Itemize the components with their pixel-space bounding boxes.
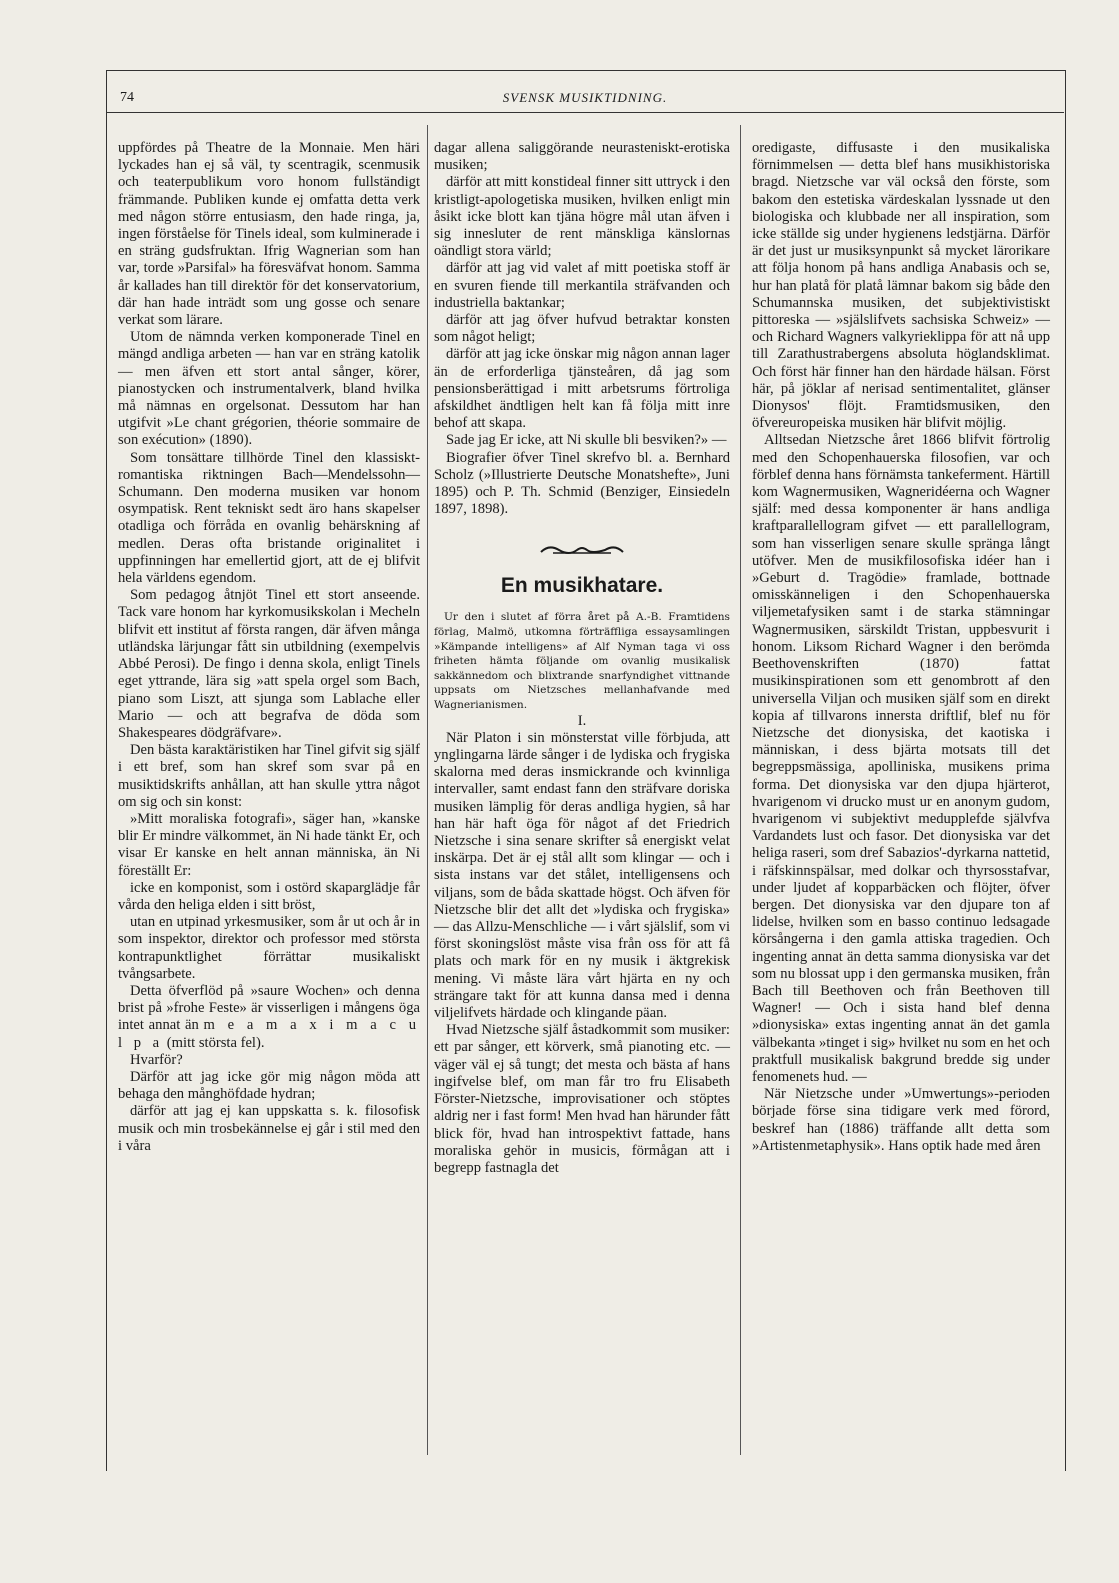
paragraph: Alltsedan Nietzsche året 1866 blifvit förtrolig med den Schopenhauerska filosofien, var och förblef denna hans förnämsta tankeferment. Härtill kom Wagnermusiken, Wagneridéerna och Wagner själf: med dessa komponenter är hans andliga kraftparallellogram gifvet — ett parallellogram, som han visserligen senare skulle spränga långt utöfver. Men de musikfilosofiska idéer han i »Geburt d. Tragödie» framlade, bottnade omisskänneligen i den Schopenhauerska viljemetafysiken samt i de starka stämningar Wagnermusiken, särskildt Tristan, uppbesvurit i honom. Liksom Richard Wagner i den berömda Beethovenskriften (1870) fattat musikinspirationen som ett genombrott af den universella Viljan och musiken själf som en direkt kopia af tillvarons innersta driftlif, blef nu för Nietzsche det dionysiska, det kaotiska i människan, i dess bjärta motsats till det begreppsmässiga, apolliniska, musikens prima forma. Det dionysiska var den djupa hjärterot, hvarigenom vi drucko must ur en anonym gudom, hvarigenom vi subjektivt medupplefde självfva Vardandets lust och fasor. Det dionysiska var det heliga raseri, som dref Sabazios'-dyrkarna nattetid, i räfskinnspälsar, med dolkar och thyrsosstafvar, under ljudet af kopparbäcken och flöjter, öfver bergen. Det dionysiska var den djupare ton af lidelse, hvilken som en basso continuo ledsagade körsångerna i den gamla attiska tragedien. Och ingenting annat än detta samma dionysiska var det som nu blossat upp i den germanska musiken, från Bach till Beethoven och från Beethoven till Wagner! — Och i sista hand blef denna »dionysiska» extas ingenting annat än det gamla välbekanta »tinget i sig» hvilket nu som en het och praktfull musikalisk bakgrund bredde sig under fenomenets hud. — <box>752 432 1050 1085</box>
paragraph: Hvad Nietzsche själf åstadkommit som musiker: ett par sånger, ett körverk, små pianoting etc. — väger väl ej så tungt; det mesta och bästa af hans ingifvelse blef, om man får tro fru Elisabeth Förster-Nietzsche, improvisationer och stöptes aldrig ner i fast form! Men hvad han härunder fått blick för, hvad han introspektivt fattade, hans moraliska gehör in musicis, förmågan att i begrepp fastnagla det <box>434 1022 730 1176</box>
paragraph: Som pedagog åtnjöt Tinel ett stort anseende. Tack vare honom har kyrkomusikskolan i Mecheln blifvit ett institut af första rangen, där äfven många utländska lärjungar fått sin utbildning (exempelvis Abbé Perosi). De fingo i denna skola, enligt Tinels eget yttrande, lära sig »att spela orgel som Bach, piano som Liszt, att sjunga som Lablache eller Mario — och att begrafva de döda som Shakespeares dödgräfvare». <box>118 587 420 741</box>
column-1 <box>118 140 420 1155</box>
running-title: SVENSK MUSIKTIDNING. <box>502 90 668 105</box>
paragraph: icke en komponist, som i ostörd skaparglädje får vårda den heliga elden i sitt bröst, <box>118 879 420 913</box>
ornament-divider <box>539 542 625 556</box>
paragraph: därför att jag öfver hufvud betraktar konsten som något heligt; <box>434 312 730 346</box>
paragraph: därför att jag vid valet af mitt poetiska stoff är en svuren fiende till merkantila sträfvanden och industriella baktankar; <box>434 260 730 311</box>
column-2 <box>434 140 730 1177</box>
paragraph: Den bästa karaktäristiken har Tinel gifvit sig själf i ett bref, som han skref som svar på en musiktidskrifts anhållan, att han skulle yttra något om sig och sin konst: <box>118 742 420 810</box>
column-rule <box>427 125 428 1455</box>
culpa-spaced: m e a m a x i m a c u l p a <box>118 1017 420 1051</box>
paragraph: därför att mitt konstideal finner sitt uttryck i den kristligt-apologetiska musiken, hvilken enligt min åsikt icke blott kan tjäna högre mål utan äfven i sig innesluter de rent mänskliga känslornas oändligt stora värld; <box>434 174 730 260</box>
article-lead-text: Ur den i slutet af förra året på A.-B. Framtidens förlag, Malmö, utkomna förträffliga essaysamlingen »Kämpande intelligens» af Alf Nyman taga vi oss friheten hämta följande om ovanlig musikalisk sakkännedom och blixtrande snarfyndighet vittnande uppsats om Nietzsches mellanhafvande med Wagnerianismen. <box>434 611 730 712</box>
page-number: 74 <box>120 90 134 105</box>
column-3 <box>752 140 1050 1155</box>
culpa-suffix: (mitt <box>166 1034 196 1051</box>
paragraph: Sade jag Er icke, att Ni skulle bli besviken?» — <box>446 432 727 449</box>
paragraph: Hvarför? <box>130 1051 183 1068</box>
paragraph: därför att jag icke önskar mig någon annan lager än de erforderliga tjänsteåren, då jag som pensionsberättigad i mitt arbetsrums förtroliga afskildhet ändtligen helt kan få följa mitt inre behof att skapa. <box>434 346 730 432</box>
paragraph <box>118 983 420 1052</box>
paragraph: därför att jag ej kan uppskatta s. k. filosofisk musik och min trosbekännelse ej går i stil med den i våra <box>118 1103 420 1154</box>
column-rule <box>740 125 741 1455</box>
paragraph: Som tonsättare tillhörde Tinel den klassiskt-romantiska riktningen Bach—Mendelssohn—Schumann. Den moderna musiken var honom osympatisk. Rent tekniskt sedt äro hans skapelser otadliga och förråda en ovanlig behärskning af medlen. Deras ofta bristande originalitet i uppfinningen har emellertid gjort, att de ej blifvit hela världens egendom. <box>118 449 420 587</box>
paragraph: »Mitt moraliska fotografi», säger han, »kanske blir Er mindre välkommet, än Ni hade tänkt Er, och visar Er kanske en helt annan människa, än Ni föreställt Er: <box>118 810 420 879</box>
paragraph-text: största fel). <box>198 1034 265 1051</box>
paragraph: oredigaste, diffusaste i den musikaliska förnimmelsen — detta blef hans musikhistoriska bragd. Nietzsche var väl också den förste, som bakom den estetiska värdeskalan lyssnade ut den biologiska och klubbade ner all inspiration, som icke ställde sig under hygienens ledstjärna. Därför är det just ur musiksynpunkt så mycket lärorikare att följa honom på hans andliga Anabasis och se, hur han platå för platå lämnar bakom sig både den Schumannska musiken, det subjektivistiskt pittoreska — »själslifvets sachsiska Schweiz» — och Richard Wagners valkyrieklippa för att nå upp till Zarathustrabergens absoluta höglandsklimat. Och först här finner han den härdade hälsan. Först här, på jöklar af nerisad sentimentalitet, glänser Dionysos' flöjt. Framtidsmusiken, den öfvereuropeiska musiken här blifvit möjlig. <box>752 140 1050 432</box>
paragraph: Därför att jag icke gör mig någon möda att behaga den månghöfdade hydran; <box>118 1068 420 1103</box>
paragraph: Utom de nämnda verken komponerade Tinel en mängd andliga arbeten — han var en sträng katolik — men äfven ett stort antal sånger, körer, pianostycken och instrumentalverk, bland hvilka må nämnas en orgelsonat. Dessutom har han utgifvit »Le chant grégorien, théorie sommaire de son exécution» (1890). <box>118 329 420 449</box>
paragraph: När Nietzsche under »Umwertungs»-perioden började förse sina tidigare verk med förord, beskref han (1886) träffande allt detta som »Artistenmetaphysik». Hans optik hade med åren <box>752 1086 1050 1154</box>
section-number: I. <box>577 712 587 729</box>
page-header <box>106 84 1064 113</box>
article-lead <box>434 610 730 712</box>
paragraph: Biografier öfver Tinel skrefvo bl. a. Bernhard Scholz (»Illustrierte Deutsche Monatshefte», Juni 1895) och P. Th. Schmid (Benziger, Einsiedeln 1897, 1898). <box>434 449 730 518</box>
paragraph-text: Detta öfverflöd på »saure Wochen» och denna brist på »frohe Feste» är visserligen i mångens öga intet annat än <box>118 982 420 1034</box>
paragraph: utan en utpinad yrkesmusiker, som år ut och år in som inspektor, direktor och professor med största kontrapunktlighet förrättar musikaliskt tvångsarbete. <box>118 914 420 982</box>
article-title: En musikhatare. <box>500 574 664 598</box>
paragraph: uppfördes på Theatre de la Monnaie. Men häri lyckades han ej så väl, ty scentragik, scenmusik och teaterpublikum voro honom fullständigt främmande. Publiken kunde ej omfatta detta verk med någon större entusiasm, den hade ringa, ja, ingen förståelse för Tinels ideal, som kulminerade i en sträng gudsfruktan. Ifrig Wagnerian som han var, torde »Parsifal» ha föresväfvat honom. Samma år kallades han till direktör för det konservatorium, där han hade inträdt som ung gosse och senare verkat som lärare. <box>118 140 420 329</box>
paragraph: dagar allena saliggörande neurasteniskt-erotiska musiken; <box>434 140 730 174</box>
paragraph: När Platon i sin mönsterstat ville förbjuda, att ynglingarna lärde sånger i de lydiska och frygiska skalorna med deras insmickrande och kvinnliga intervaller, samt endast fann den sträfvare doriska musiken lämplig för deras andliga hygien, så har han här haft öga för något af det Friedrich Nietzsche i sina senare skrifter så energiskt velat inskärpa. Det är ej stål allt som klingar — och i sista instans var det stålet, intelligensens och viljans, som de båda skattade högst. Och äfven för Nietzsche blir det allt det »lydiska och frygiska» — das Allzu-Menschliche — i vårt själslif, som vi först skoningslöst måste visa från oss för att få plats och mark för en ny musik i äktgrekisk mening. Vi måste lära vårt hjärta en ny och strängare takt för att kunna dansa med i denna viljelifvets härdade och klingande päan. <box>434 729 730 1022</box>
